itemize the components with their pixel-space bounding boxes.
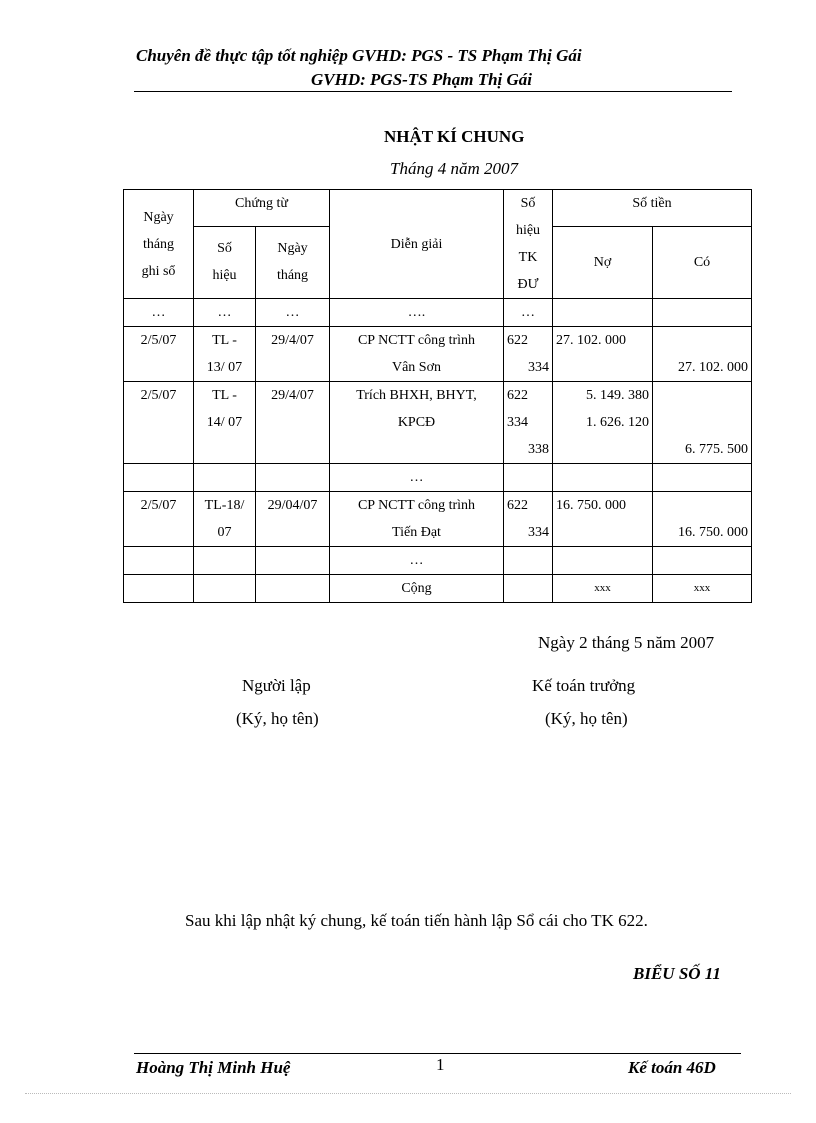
date-line: Ngày 2 tháng 5 năm 2007	[538, 633, 715, 652]
signer-left-title: Người lập	[242, 676, 311, 695]
table-row	[124, 327, 752, 382]
total-debit: xxx	[553, 575, 653, 603]
row-accounts: 622 334	[504, 327, 553, 382]
col-header-voucher-no: Số hiệu	[194, 226, 256, 298]
row-date: 2/5/07	[124, 382, 194, 464]
footer-class: Kế toán 46D	[628, 1058, 716, 1077]
table-row-ellipsis	[124, 464, 752, 492]
row-debit: 16. 750. 000	[553, 492, 653, 547]
row-debit: 5. 149. 380 1. 626. 120	[553, 382, 653, 464]
signer-right-note: (Ký, họ tên)	[545, 709, 628, 728]
header-line-1: Chuyên đề thực tập tốt nghiệp GVHD: PGS - TS Phạm Thị Gái	[136, 46, 582, 65]
journal-table	[123, 189, 752, 603]
col-group-amount: Số tiền	[553, 190, 752, 227]
header-line-2: GVHD: PGS-TS Phạm Thị Gái	[311, 70, 533, 89]
row-voucher-date: 29/4/07	[256, 382, 330, 464]
table-row-total	[124, 575, 752, 603]
footer-rule	[134, 1053, 741, 1054]
row-voucher-date: 29/4/07	[256, 327, 330, 382]
total-credit: xxx	[653, 575, 752, 603]
signer-right-title: Kế toán trưởng	[532, 676, 636, 695]
row-description: CP NCTT công trình Vân Sơn	[330, 327, 504, 382]
col-header-debit: Nợ	[553, 226, 653, 298]
signer-left-note: (Ký, họ tên)	[236, 709, 319, 728]
row-description: Trích BHXH, BHYT, KPCĐ	[330, 382, 504, 464]
row-description: CP NCTT công trình Tiến Đạt	[330, 492, 504, 547]
footer-author: Hoàng Thị Minh Huệ	[136, 1058, 291, 1077]
bieu-label: BIỂU SỐ 11	[633, 964, 721, 983]
ellipsis-cell: …	[124, 299, 194, 327]
row-accounts: 622 334	[504, 492, 553, 547]
row-date: 2/5/07	[124, 492, 194, 547]
row-voucher-no: TL-18/ 07	[194, 492, 256, 547]
col-header-description: Diễn giải	[330, 190, 504, 299]
col-group-voucher: Chứng từ	[194, 190, 330, 227]
row-voucher-date: 29/04/07	[256, 492, 330, 547]
ellipsis-cell: …	[330, 547, 504, 575]
ellipsis-cell: …	[194, 299, 256, 327]
row-voucher-no: TL - 14/ 07	[194, 382, 256, 464]
col-header-date: Ngày tháng ghi sổ	[124, 190, 194, 299]
table-row	[124, 492, 752, 547]
ellipsis-cell: …	[504, 299, 553, 327]
page-edge-divider	[25, 1093, 791, 1094]
table-row-ellipsis	[124, 299, 752, 327]
header-rule	[134, 91, 732, 92]
table-row-ellipsis	[124, 547, 752, 575]
row-debit: 27. 102. 000	[553, 327, 653, 382]
body-paragraph: Sau khi lập nhật ký chung, kế toán tiến hành lập Sổ cái cho TK 622.	[185, 911, 648, 930]
total-label: Cộng	[330, 575, 504, 603]
col-header-voucher-date: Ngày tháng	[256, 226, 330, 298]
row-credit: 6. 775. 500	[653, 382, 752, 464]
ellipsis-cell: ….	[330, 299, 504, 327]
table-row	[124, 382, 752, 464]
row-credit: 27. 102. 000	[653, 327, 752, 382]
col-header-account: Số hiệu TK ĐƯ	[504, 190, 553, 299]
ellipsis-cell: …	[256, 299, 330, 327]
page-title: NHẬT KÍ CHUNG	[384, 127, 525, 146]
row-voucher-no: TL - 13/ 07	[194, 327, 256, 382]
row-accounts: 622 334 338	[504, 382, 553, 464]
ellipsis-cell: …	[330, 464, 504, 492]
table-header-row-1	[124, 190, 752, 227]
row-date: 2/5/07	[124, 327, 194, 382]
col-header-credit: Có	[653, 226, 752, 298]
page-subtitle: Tháng 4 năm 2007	[390, 159, 518, 178]
row-credit: 16. 750. 000	[653, 492, 752, 547]
page-number: 1	[436, 1055, 445, 1074]
